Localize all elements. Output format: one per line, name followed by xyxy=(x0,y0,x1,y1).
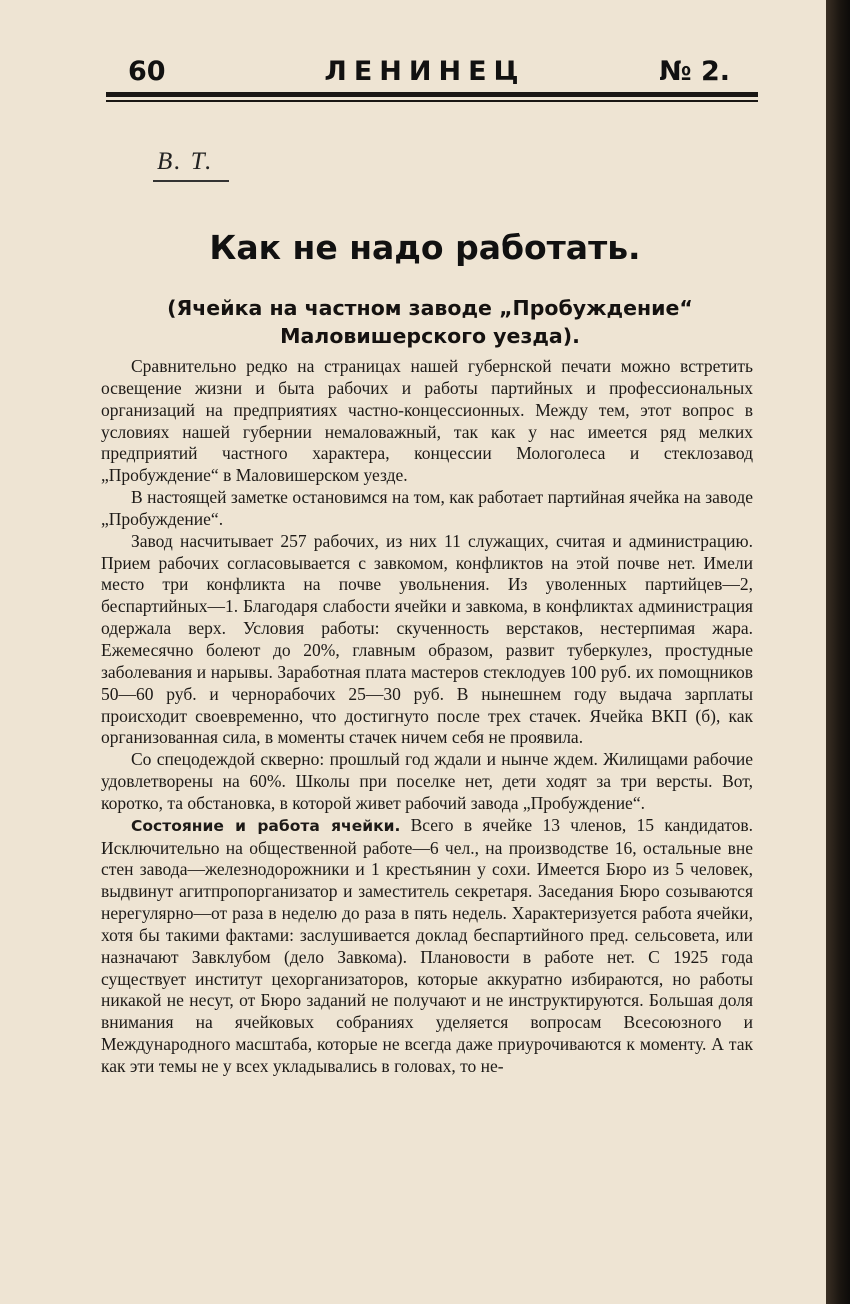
paragraph: Сравнительно редко на страницах нашей губернской печати можно встретить освещение жизни и быта рабочих и работы партийных и профессиональных организаций на предприятиях частно-концессионных. Между тем, этот вопрос в условиях нашей губернии немаловажный, так как у нас имеется ряд мелких предприятий частного характера, концессии Мологолеса и стеклозавод „Пробуждение“ в Маловишерском уезде. xyxy=(101,356,753,486)
running-header xyxy=(0,0,826,110)
paragraph: Завод насчитывает 257 рабочих, из них 11 служащих, считая и администрацию. Прием рабочих согласовывается с завкомом, конфликтов на этой почве нет. Имели место три конфликта на почве увольнения. Из уволенных партийцев—2, беспартийных—1. Благодаря слабости ячейки и завкома, в конфликтах администрация одержала верх. Условия работы: скученность верстаков, нестерпимая жара. Ежемесячно болеют до 20%, главным образом, развит туберкулез, простудные заболевания и нарывы. Заработная плата мастеров стеклодуев 100 руб. их помощников 50—60 руб. и чернорабочих 25—30 руб. В нынешнем году выдача зарплаты происходит своевременно, что достигнуто после трех стачек. Ячейка ВКП (б), как организованная сила, в моменты стачек ничем себя не проявила. xyxy=(101,530,753,748)
article-title: Как не надо работать. xyxy=(209,228,641,267)
author-underline xyxy=(153,180,229,182)
paragraph: Со спецодеждой скверно: прошлый год ждали и нынче ждем. Жилищами рабочие удовлетворены на 60%. Школы при поселке нет, дети ходят за три версты. Вот, коротко, та обстановка, в которой живет рабочий завода „Пробуждение“. xyxy=(101,749,753,813)
article-subtitle: (Ячейка на частном заводе „Пробуждение“ Маловишерского уезда). xyxy=(167,296,693,348)
article-body xyxy=(101,356,753,1078)
paragraph: В настоящей заметке остановимся на том, как работает партийная ячейка на заводе „Пробуждение“. xyxy=(101,487,753,529)
issue-number: № 2. xyxy=(659,56,730,87)
author-initials: В. Т. xyxy=(157,148,214,175)
section-text: Всего в ячейке 13 членов, 15 кандидатов. Исключительно на общественной работе—6 чел., на производстве 16, остальные вне стен завода—железнодорожники и 1 крестьянин у сохи. Имеется Бюро из 5 человек, выдвинут агитпропорганизатор и заместитель секретаря. Заседания Бюро созываются нерегулярно—от раза в неделю до раза в пять недель. Характеризуется работа ячейки, хотя бы такими фактами: заслушивается доклад беспартийного пред. сельсовета, или назначают Завклубом (дело Завкома). Плановости в работе нет. С 1925 года существует институт цехорганизаторов, которые аккуратно избираются, но работы никакой не несут, от Бюро заданий не получают и не инструктируются. Большая доля внимания на ячейковых собраниях уделяется вопросам Всесоюзного и Международного масштаба, которые не всегда даже приурочиваются к моменту. А так как эти темы не у всех укладывались в головах, то не- xyxy=(101,814,753,1076)
header-rule-thin xyxy=(106,100,758,102)
section-heading: Состояние и работа ячейки. xyxy=(131,816,401,835)
magazine-title: ЛЕНИНЕЦ xyxy=(324,56,526,87)
scan-edge xyxy=(826,0,850,1304)
page-number: 60 xyxy=(128,56,166,87)
section-paragraph xyxy=(101,815,753,1078)
header-rule-thick xyxy=(106,92,758,97)
